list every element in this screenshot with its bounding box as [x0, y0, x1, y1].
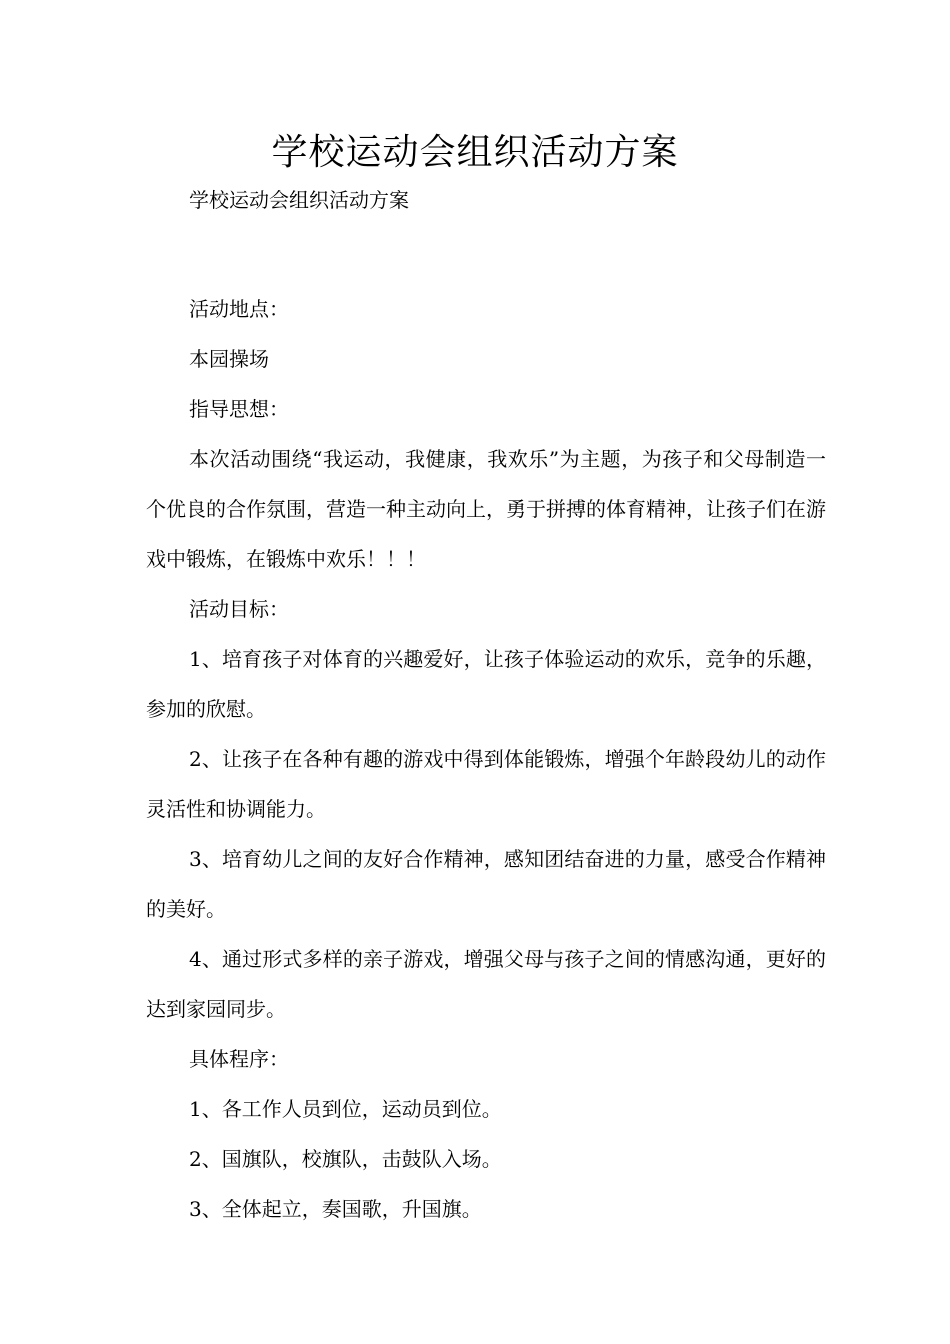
paragraph-goal-4: 4、通过形式多样的亲子游戏，增强父母与孩子之间的情感沟通，更好的达到家园同步。	[146, 947, 826, 1021]
paragraph-guiding-heading: 指导思想：	[189, 397, 289, 421]
paragraph-goal-3: 3、培育幼儿之间的友好合作精神，感知团结奋进的力量，感受合作精神的美好。	[146, 847, 826, 921]
paragraph-goal-2: 2、让孩子在各种有趣的游戏中得到体能锻炼，增强个年龄段幼儿的动作灵活性和协调能力。	[146, 747, 826, 821]
paragraph-procedure-2: 2、国旗队，校旗队，击鼓队入场。	[189, 1147, 502, 1171]
document-body	[146, 284, 826, 1234]
paragraph-goals-heading: 活动目标：	[189, 597, 289, 621]
paragraph-location: 本园操场	[189, 347, 269, 371]
paragraph-location-heading: 活动地点：	[189, 297, 289, 321]
document-subtitle: 学校运动会组织活动方案	[189, 188, 409, 212]
paragraph-procedure-heading: 具体程序：	[189, 1047, 289, 1071]
paragraph-goal-1: 1、培育孩子对体育的兴趣爱好，让孩子体验运动的欢乐，竞争的乐趣，参加的欣慰。	[146, 647, 826, 721]
paragraph-procedure-1: 1、各工作人员到位，运动员到位。	[189, 1097, 502, 1121]
paragraph-procedure-3: 3、全体起立，奏国歌，升国旗。	[189, 1197, 482, 1221]
paragraph-guiding-text: 本次活动围绕“我运动，我健康，我欢乐”为主题，为孩子和父母制造一个优良的合作氛围，营造一种主动向上，勇于拼搏的体育精神，让孩子们在游戏中锻炼，在锻炼中欢乐！！！	[146, 447, 826, 571]
document-title: 学校运动会组织活动方案	[271, 132, 679, 173]
